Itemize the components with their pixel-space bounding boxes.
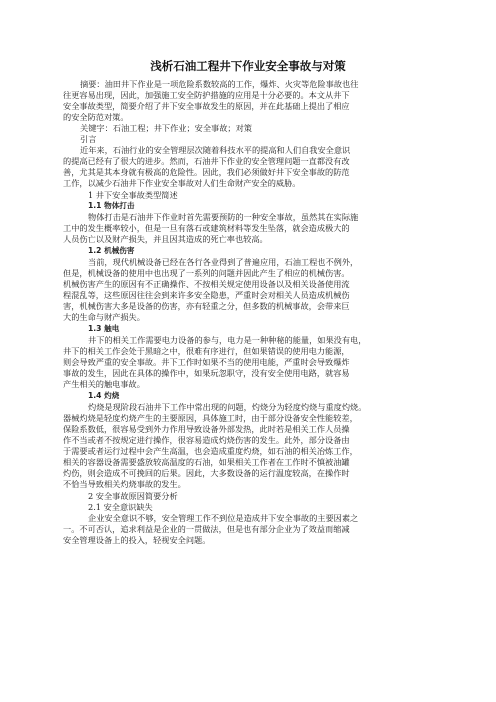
- body-text-line: 的安全防范对策。: [63, 112, 129, 122]
- section-heading: 2 安全事故原因简要分析: [88, 491, 178, 501]
- body-text-line: 安全事故类型，简要介绍了井下安全事故发生的原因，并在此基础上提出了相应: [63, 101, 350, 111]
- body-text-line: 机械伤害产生的原因有不正确操作、不按相关规定使用设备以及相关设备使用流: [63, 279, 350, 289]
- body-text-line: 大的生命与财产损失。: [63, 312, 145, 322]
- section-heading: 1.4 灼烧: [88, 391, 120, 400]
- body-text-line: 近年来，石油行业的安全管理层次随着科技水平的提高和人们自我安全意识: [80, 145, 351, 155]
- body-text-line: 但是，机械设备的使用中也出现了一系列的问题并因此产生了相应的机械伤害。: [63, 268, 350, 278]
- body-text-line: 2.1 安全意识缺失: [88, 502, 153, 512]
- page-title: 浅析石油工程井下作业安全事故与对策: [150, 59, 346, 73]
- body-text-line: 事故的发生，因此在具体的操作中，如果玩忽职守，没有安全使用电路，就容易: [63, 368, 350, 378]
- body-text-line: 产生相关的触电事故。: [63, 379, 145, 389]
- body-text-line: 安全管理设备上的投入，轻视安全问题。: [63, 535, 211, 545]
- body-text-line: 的提高已经有了很大的进步。然而，石油井下作业的安全管理问题一直都没有改: [63, 156, 350, 166]
- body-text-line: 工中的发生概率较小，但是一旦有落石或建筑材料等发生坠落，就会造成极大的: [63, 223, 350, 233]
- body-text-line: 灼伤，则会造成不可挽回的后果。因此，大多数设备的运行温度较高，在操作时: [63, 468, 350, 478]
- body-text-line: 当前，现代机械设备已经在各行各业得到了普遍应用，石油工程也不例外，: [88, 257, 359, 267]
- body-text-line: 器械灼烧是轻度灼烧产生的主要原因，具体施工时，由于部分设备安全性能较差，: [63, 413, 358, 423]
- section-heading: 1.1 物体打击: [88, 201, 135, 210]
- body-text-line: 灼烧是现阶段石油井下工作中常出现的问题，灼烧分为轻度灼烧与重度灼烧。: [88, 402, 367, 412]
- body-text-line: 相关的容器设备需要盛放较高温度的石油，如果相关工作者在工作时不慎被油罐: [63, 457, 350, 467]
- section-heading: 1.2 机械伤害: [88, 246, 135, 255]
- body-text-line: 害，机械伤害大多是设备的伤害，亦有轻重之分，但多数的机械事故，会带来巨: [63, 301, 350, 311]
- section-heading: 1.3 触电: [88, 324, 120, 333]
- section-heading: 1 井下安全事故类型简述: [88, 190, 178, 200]
- body-text-line: 人员伤亡以及财产损失，并且因其造成的死亡率也较高。: [63, 234, 268, 244]
- body-text-line: 井下的相关工作需要电力设备的参与，电力是一种种秘的能量，如果没有电，: [88, 335, 367, 345]
- body-text-line: 作不当或者不按规定进行操作，很容易造成灼烧伤害的发生。此外，部分设备由: [63, 435, 350, 445]
- body-text-line: 企业安全意识不够，安全管理工作不到位是造成井下安全事故的主要因素之: [88, 513, 359, 523]
- body-text-line: 关键字：石油工程；井下作业；安全事故；对策: [80, 123, 252, 133]
- body-text-line: 则会导致严重的安全事故。井下工作时如果不当的使用电能，严重时会导致爆炸: [63, 357, 350, 367]
- body-text-line: 于需要或者运行过程中会产生高温，也会造成重度灼烧，如石油的相关冶炼工作，: [63, 446, 358, 456]
- body-text-line: 工作，以减少石油井下作业安全事故对人们生命财产安全的威胁。: [63, 178, 301, 188]
- body-text-line: 摘要：油田井下作业是一项危险系数较高的工作，爆炸、火灾等危险事故也往: [80, 79, 359, 89]
- body-text-line: 引言: [80, 134, 97, 144]
- body-text-line: 不恰当导致相关灼烧事故的发生。: [63, 479, 186, 489]
- body-text-line: 物体打击是石油井下作业时首先需要预防的一种安全事故，虽然其在实际施: [88, 212, 359, 222]
- body-text-line: 井下的相关工作会处于黑暗之中，很难有序进行，但如果错误的使用电力能源，: [63, 346, 350, 356]
- body-text-line: 善，尤其是其本身就有极高的危险性。因此，我们必须做好井下安全事故的防范: [63, 167, 350, 177]
- body-text-line: 保险系数低，很容易受到外力作用导致设备外部发热，此时若是相关工作人员操: [63, 424, 350, 434]
- body-text-line: 一。不可否认，追求利益是企业的一贯做法，但是也有部分企业为了效益而缩减: [63, 524, 350, 534]
- body-text-line: 往更容易出现，因此，加强施工安全防护措施的应用是十分必要的。本文从井下: [63, 90, 350, 100]
- body-text-line: 程混乱等，这些原因往往会到来许多安全隐患，严重时会对相关人员造成机械伤: [63, 290, 350, 300]
